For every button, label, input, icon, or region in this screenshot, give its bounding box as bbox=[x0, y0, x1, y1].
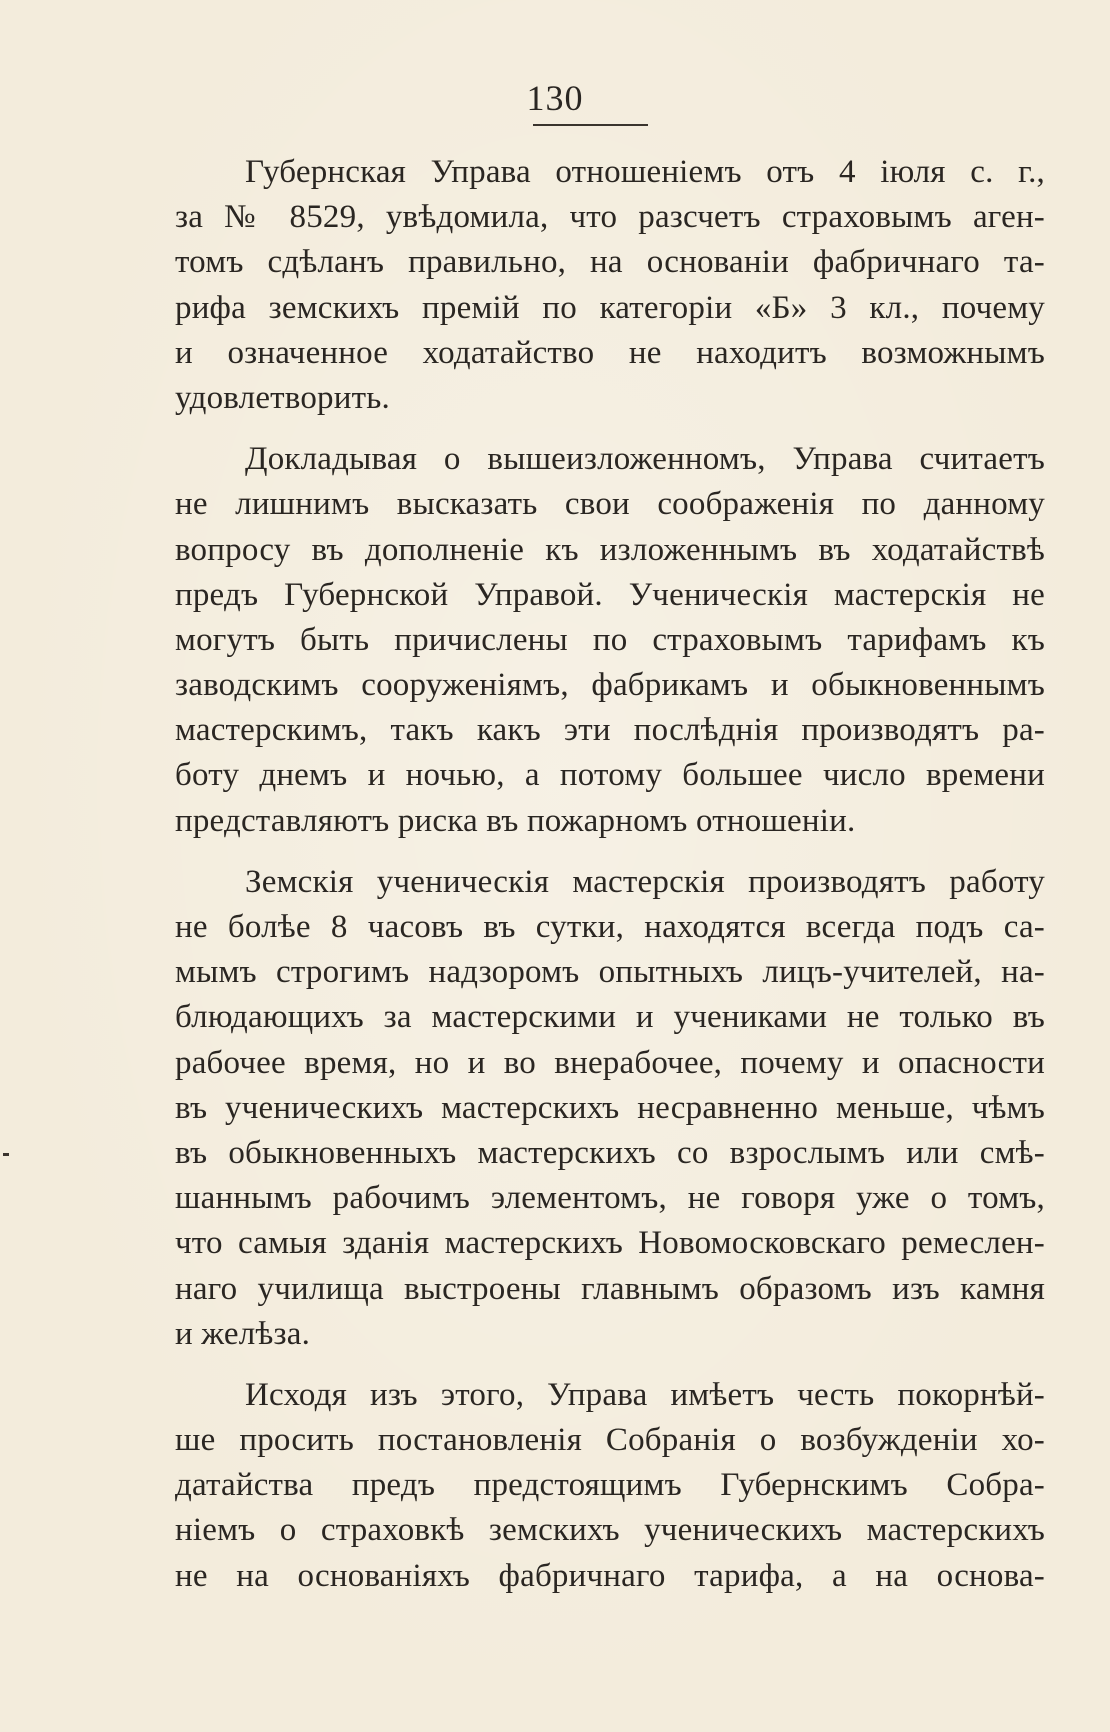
text-line: блюдающихъ за мастерскими и учениками не только въ bbox=[175, 999, 1045, 1036]
text-line: мымъ строгимъ надзоромъ опытныхъ лицъ-учителей, на- bbox=[175, 954, 1045, 991]
text-line: датайства предъ предстоящимъ Губернскимъ Собра- bbox=[175, 1467, 1045, 1504]
text-line: въ ученическихъ мастерскихъ несравненно меньше, чѣмъ bbox=[175, 1089, 1045, 1126]
text-line: ше просить постановленiя Собранiя о возбужденiи хо- bbox=[175, 1422, 1045, 1459]
text-line: за № 8529, увѣдомила, что разсчетъ страховымъ аген- bbox=[175, 199, 1045, 236]
text-line: и означенное ходатайство не находитъ возможнымъ bbox=[175, 334, 1045, 371]
text-line: предъ Губернской Управой. Ученическiя мастерскiя не bbox=[175, 576, 1045, 613]
body-text bbox=[175, 150, 1045, 1615]
text-line: мастерскимъ, такъ какъ эти послѣднiя производятъ ра- bbox=[175, 712, 1045, 749]
text-line: боту днемъ и ночью, а потому большее число времени bbox=[175, 757, 1045, 794]
paragraph-4 bbox=[175, 1373, 1045, 1599]
page-number: 130 bbox=[526, 78, 584, 118]
text-line: Земскiя ученическiя мастерскiя производятъ работу bbox=[245, 863, 1045, 900]
text-line: въ обыкновенныхъ мастерскихъ со взрослымъ или смѣ- bbox=[175, 1134, 1045, 1171]
text-line: не лишнимъ высказать свои соображенiя по данному bbox=[175, 486, 1045, 523]
text-line: рабочее время, но и во внерабочее, почему и опасности bbox=[175, 1044, 1045, 1081]
text-line: Докладывая о вышеизложенномъ, Управа считаетъ bbox=[245, 441, 1045, 478]
text-line: шаннымъ рабочимъ элементомъ, не говоря уже о томъ, bbox=[175, 1180, 1045, 1217]
text-line: томъ сдѣланъ правильно, на основанiи фабричнаго та- bbox=[175, 244, 1045, 281]
text-line: и желѣза. bbox=[175, 1315, 311, 1352]
header-rule bbox=[533, 124, 648, 126]
text-line: наго училища выстроены главнымъ образомъ изъ камня bbox=[175, 1270, 1045, 1307]
text-line: представляютъ риска въ пожарномъ отношенiи. bbox=[175, 802, 856, 839]
margin-mark bbox=[3, 1153, 9, 1156]
paragraph-1 bbox=[175, 150, 1045, 421]
text-line: что самыя зданiя мастерскихъ Новомосковскаго ремеслен- bbox=[175, 1225, 1045, 1262]
text-line: рифа земскихъ премiй по категорiи «Б» 3 кл., почему bbox=[175, 289, 1045, 326]
text-line: удовлетворить. bbox=[175, 379, 390, 416]
text-line: не на основанiяхъ фабричнаго тарифа, а на основа- bbox=[175, 1557, 1045, 1594]
text-line: Губернская Управа отношенiемъ отъ 4 iюля с. г., bbox=[245, 154, 1045, 190]
text-line: не болѣе 8 часовъ въ сутки, находятся всегда подъ са- bbox=[175, 909, 1045, 945]
page-header bbox=[0, 78, 1110, 118]
text-line: могутъ быть причислены по страховымъ тарифамъ къ bbox=[175, 621, 1045, 658]
text-line: нiемъ о страховкѣ земскихъ ученическихъ мастерскихъ bbox=[175, 1512, 1045, 1549]
paragraph-3 bbox=[175, 860, 1045, 1357]
paragraph-2 bbox=[175, 437, 1045, 844]
text-line: заводскимъ сооруженiямъ, фабрикамъ и обыкновеннымъ bbox=[175, 667, 1045, 704]
text-line: Исходя изъ этого, Управа имѣетъ честь покорнѣй- bbox=[245, 1376, 1045, 1413]
text-line: вопросу въ дополненiе къ изложеннымъ въ ходатайствѣ bbox=[175, 531, 1045, 568]
